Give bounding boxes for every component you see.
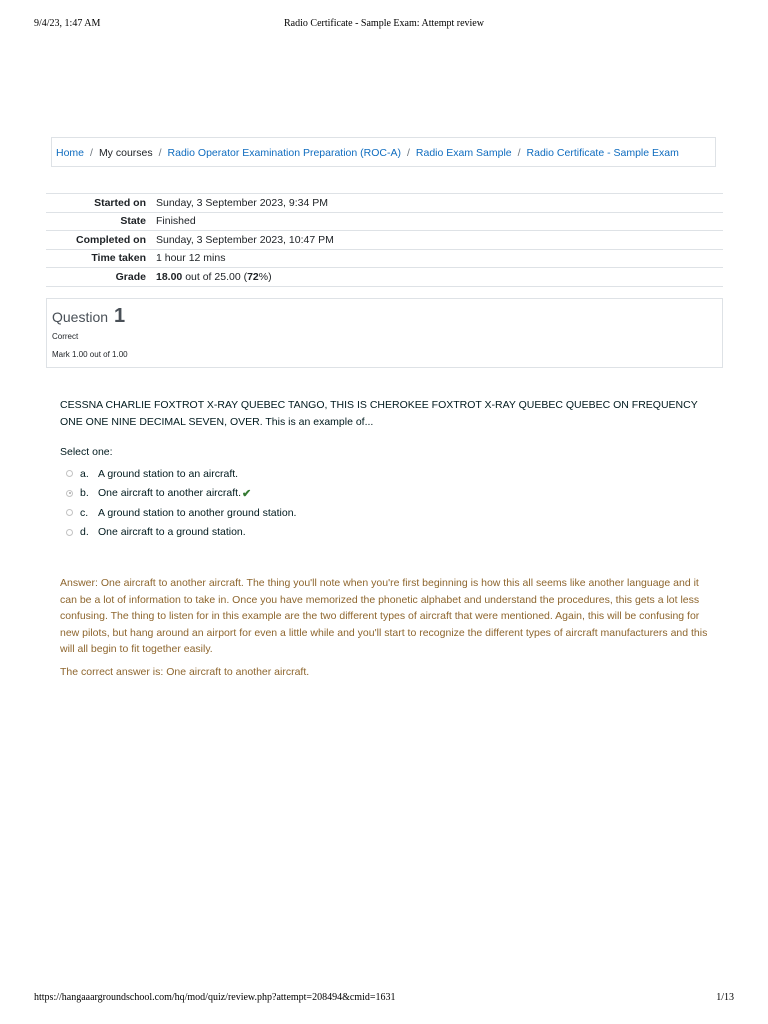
grade-percent: 72 [247, 270, 259, 283]
summary-row-time [46, 249, 723, 268]
answer-letter: c. [80, 506, 89, 519]
started-on-value: Sunday, 3 September 2023, 9:34 PM [156, 196, 328, 209]
breadcrumb-separator: / [158, 147, 162, 159]
state-value: Finished [156, 215, 196, 228]
print-header [34, 18, 734, 32]
print-date: 9/4/23, 1:47 AM [34, 18, 101, 29]
answer-text: A ground station to an aircraft. [98, 467, 239, 480]
question-mark: Mark 1.00 out of 1.00 [52, 350, 128, 359]
print-footer [34, 992, 734, 1006]
breadcrumb-separator: / [90, 147, 93, 159]
question-title [52, 305, 125, 328]
state-label: State [120, 215, 146, 228]
breadcrumb [51, 137, 716, 167]
answer-letter: d. [80, 526, 89, 539]
breadcrumb-course[interactable]: Radio Operator Examination Preparation (ROC-A) [167, 147, 401, 159]
answer-letter: a. [80, 467, 89, 480]
answer-text: One aircraft to another aircraft. [98, 487, 241, 500]
question-label: Question [52, 309, 109, 325]
summary-row-state [46, 212, 723, 231]
started-on-label: Started on [94, 196, 146, 209]
answer-radio-c[interactable] [66, 509, 73, 516]
summary-row-grade [46, 268, 723, 287]
check-icon: ✔ [241, 487, 252, 500]
completed-on-value: Sunday, 3 September 2023, 10:47 PM [156, 233, 334, 246]
answer-option-c[interactable] [66, 503, 666, 523]
print-page-title: Radio Certificate - Sample Exam: Attempt review [284, 18, 484, 29]
answer-text: A ground station to another ground station. [98, 506, 297, 519]
grade-score: 18.00 [156, 270, 183, 283]
grade-label: Grade [115, 270, 146, 283]
answer-option-a[interactable] [66, 464, 666, 484]
breadcrumb-my-courses: My courses [98, 147, 153, 159]
grade-out-of: out of 25.00 ( [182, 270, 248, 283]
feedback-text: Answer: One aircraft to another aircraft. The thing you'll note when you're first beginning is how this all seems like another language and it can be a lot of information to take in. Once you have memorized the phonetic alphabet and understand the procedures, this gets a lot less confusing. The thing to listen for in this example are the two different types of aircraft that were mentioned. Again, this will be confusing for new pilots, but hang around an airport for even a little while and you'll start to recognize the different types of aircraft manufacturers and this will all begin to fit together easily. [60, 577, 708, 655]
attempt-summary-table [46, 193, 723, 287]
answer-option-d[interactable] [66, 523, 666, 543]
answer-radio-a[interactable] [66, 470, 73, 477]
general-feedback [60, 575, 712, 686]
answer-radio-d[interactable] [66, 529, 73, 536]
breadcrumb-home[interactable]: Home [56, 147, 85, 159]
question-number: 1 [113, 305, 126, 327]
question-text: CESSNA CHARLIE FOXTROT X-RAY QUEBEC TANGO, THIS IS CHEROKEE FOXTROT X-RAY QUEBEC QUEBEC ON FREQUENCY ONE ONE NINE DECIMAL SEVEN, OVER. This is an example of... [60, 399, 698, 428]
answer-letter: b. [80, 487, 89, 500]
correct-answer-text: The correct answer is: One aircraft to another aircraft. [60, 665, 310, 678]
question-info-box [46, 298, 723, 368]
question-state: Correct [52, 332, 79, 341]
select-one-prompt: Select one: [60, 446, 113, 458]
grade-close: %) [258, 270, 272, 283]
time-taken-value: 1 hour 12 mins [156, 252, 226, 265]
answer-radio-b[interactable] [66, 490, 73, 497]
completed-on-label: Completed on [76, 233, 146, 246]
summary-row-started [46, 194, 723, 213]
answer-text: One aircraft to a ground station. [98, 526, 246, 539]
answer-option-b[interactable] [66, 484, 666, 504]
breadcrumb-separator: / [406, 147, 410, 159]
breadcrumb-separator: / [517, 147, 521, 159]
grade-value [151, 268, 723, 287]
answer-options [66, 464, 666, 542]
time-taken-label: Time taken [91, 252, 146, 265]
summary-row-completed [46, 231, 723, 250]
breadcrumb-section[interactable]: Radio Exam Sample [415, 147, 512, 159]
print-url: https://hangaaargroundschool.com/hq/mod/quiz/review.php?attempt=208494&cmid=1631 [34, 992, 396, 1003]
breadcrumb-quiz[interactable]: Radio Certificate - Sample Exam [526, 147, 679, 159]
print-page-number: 1/13 [716, 992, 734, 1003]
